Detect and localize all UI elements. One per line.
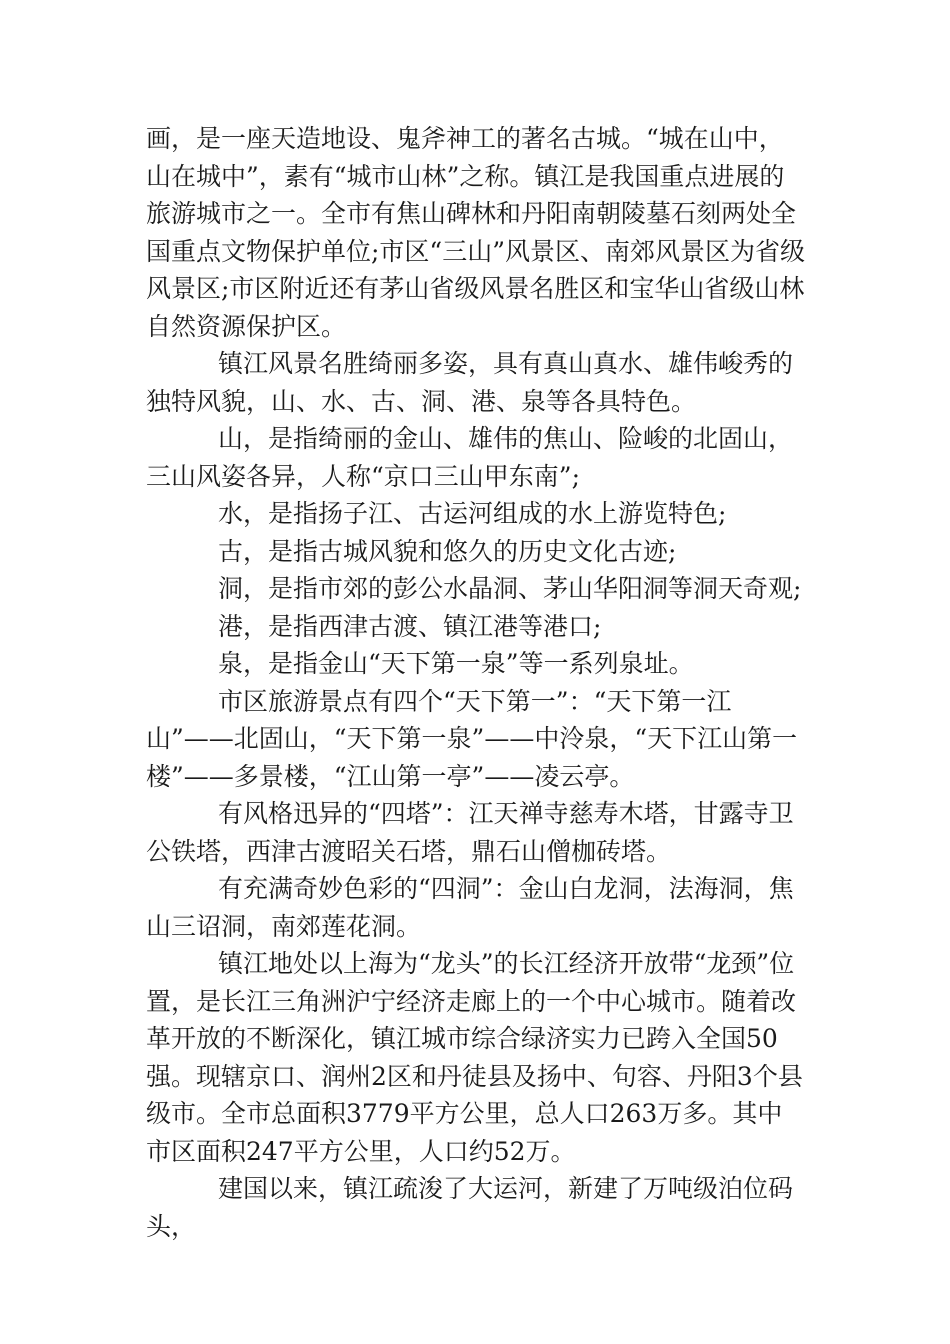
paragraph-economy: 镇江地处以上海为“龙头”的长江经济开放带“龙颈”位置，是长江三角洲沪宁经济走廊上的一个中心城市。随着改革开放的不断深化，镇江城市综合绿济实力已跨入全国50强。现辖京口、润州2区和丹徒县及扬中、句容、丹阳3个县级市。全市总面积3779平方公里，总人口263万多。其中市区面积247平方公里，人口约52万。 [146, 949, 803, 1166]
paragraph-four-pagodas: 有风格迅异的“四塔”：江天禅寺慈寿木塔，甘露寺卫公铁塔，西津古渡昭关石塔，鼎石山僧枷砖塔。 [146, 799, 794, 866]
paragraph-four-caves: 有充满奇妙色彩的“四洞”：金山白龙洞，法海洞，焦山三诏洞，南郊莲花洞。 [146, 874, 794, 941]
paragraph-scenery-overview: 镇江风景名胜绮丽多姿，具有真山真水、雄伟峻秀的独特风貌，山、水、古、洞、港、泉等各具特色。 [146, 349, 794, 416]
paragraph-continued-intro: 画，是一座天造地设、鬼斧神工的著名古城。“城在山中，山在城中”，素有“城市山林”之称。镇江是我国重点进展的旅游城市之一。全市有焦山碑林和丹阳南朝陵墓石刻两处全国重点文物保护单位;市区“三山”风景区、南郊风景区为省级风景区;市区附近还有茅山省级风景名胜区和宝华山省级山林自然资源保护区。 [146, 124, 805, 341]
paragraph-caves: 洞，是指市郊的彭公水晶洞、茅山华阳洞等洞天奇观; [218, 574, 802, 603]
paragraph-ports: 港，是指西津古渡、镇江港等港口; [218, 611, 602, 641]
document-body [146, 120, 806, 1245]
paragraph-ancient: 古，是指古城风貌和悠久的历史文化古迹; [218, 536, 677, 566]
paragraph-water: 水，是指扬子江、古运河组成的水上游览特色; [218, 499, 727, 528]
paragraph-four-firsts: 市区旅游景点有四个“天下第一”：“天下第一江山”——北固山，“天下第一泉”——中泠泉，“天下江山第一楼”——多景楼，“江山第一亭”——凌云亭。 [146, 686, 798, 791]
paragraph-mountains: 山，是指绮丽的金山、雄伟的焦山、险峻的北固山，三山风姿各异，人称“京口三山甲东南”; [146, 424, 794, 491]
paragraph-springs: 泉，是指金山“天下第一泉”等一系列泉址。 [218, 649, 694, 678]
paragraph-development: 建国以来，镇江疏浚了大运河，新建了万吨级泊位码头， [146, 1174, 794, 1241]
